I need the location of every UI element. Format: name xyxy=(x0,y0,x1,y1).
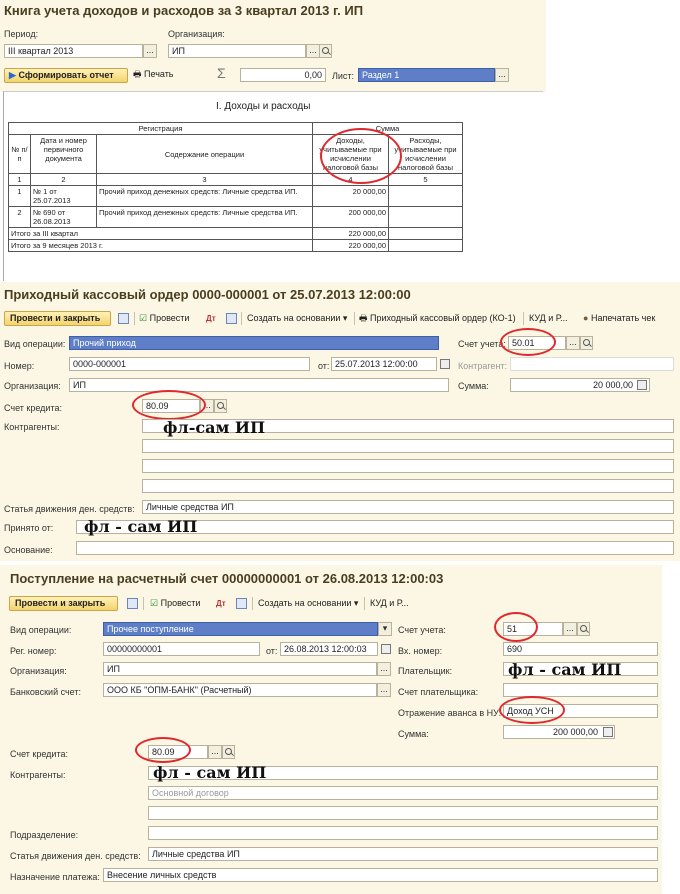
post-icon: ☑ xyxy=(150,598,159,608)
total-9m-value: 220 000,00 xyxy=(313,240,389,252)
bank-cashflow-label: Статья движения ден. средств: xyxy=(10,851,141,861)
book-title: Книга учета доходов и расходов за 3 квартал 2013 г. ИП xyxy=(4,3,364,18)
bank-org-field[interactable]: ИП xyxy=(103,662,377,676)
row-income: 20 000,00 xyxy=(313,186,389,207)
pko-post-close-button[interactable]: Провести и закрыть xyxy=(4,311,111,326)
pko-credit-field[interactable]: 80.09 xyxy=(142,399,200,413)
pko-sum-label: Сумма: xyxy=(458,381,489,391)
pko-cashflow-label: Статья движения ден. средств: xyxy=(4,504,135,514)
bank-purpose-label: Назначение платежа: xyxy=(10,872,100,882)
header-num: № п/п xyxy=(9,135,31,174)
pko-title: Приходный кассовый ордер 0000-000001 от 25.07.2013 12:00:00 xyxy=(4,287,411,302)
bank-account-num-select-button[interactable]: ... xyxy=(377,683,391,697)
sum-field[interactable]: 0,00 xyxy=(240,68,326,82)
pko-credit-select-button[interactable]: ... xyxy=(200,399,214,413)
calculator-icon[interactable] xyxy=(603,727,613,737)
report-icon[interactable] xyxy=(236,598,247,609)
report-title: I. Доходы и расходы xyxy=(216,101,311,112)
org-select-button[interactable]: ... xyxy=(306,44,320,58)
bank-op-field[interactable]: Прочее поступление xyxy=(103,622,378,636)
col-num-5: 5 xyxy=(389,174,463,186)
bank-from-label: от: xyxy=(266,646,278,656)
bank-handwritten-note-1: фл - сам ИП xyxy=(508,660,622,679)
income-header-highlight xyxy=(320,128,402,184)
bank-account-field[interactable]: 51 xyxy=(503,622,563,636)
pko-from-label: от: xyxy=(318,361,330,371)
ko1-print-button[interactable] xyxy=(359,312,516,327)
generate-report-label: Сформировать отчет xyxy=(18,70,114,80)
bank-division-field[interactable] xyxy=(148,826,658,840)
pko-contractor-line-2[interactable] xyxy=(142,439,674,453)
bank-credit-search-icon[interactable] xyxy=(222,745,235,759)
pko-org-label: Организация: xyxy=(4,381,61,391)
toolbar-separator xyxy=(252,597,253,610)
total-quarter-expense xyxy=(389,228,463,240)
pko-sum-field[interactable]: 20 000,00 xyxy=(510,378,650,392)
header-expense: Расходы, учитываемые при исчислении налоговой базы xyxy=(389,135,463,174)
table-row xyxy=(9,186,463,207)
print-button[interactable] xyxy=(133,68,174,83)
bank-credit-select-button[interactable]: ... xyxy=(208,745,222,759)
pko-kud-button[interactable]: КУД и Р... xyxy=(529,313,568,323)
total-9m-label: Итого за 9 месяцев 2013 г. xyxy=(9,240,313,252)
pko-date-field[interactable]: 25.07.2013 12:00:00 xyxy=(331,357,437,371)
pko-op-label: Вид операции: xyxy=(4,339,66,349)
bank-account-num-field[interactable]: ООО КБ "ОПМ-БАНК" (Расчетный) xyxy=(103,683,377,697)
bank-credit-highlight xyxy=(135,737,191,763)
bank-division-label: Подразделение: xyxy=(10,830,79,840)
header-registration: Регистрация xyxy=(9,123,313,135)
check-icon: ● xyxy=(583,313,589,323)
col-num-2: 2 xyxy=(31,174,97,186)
pko-contractor-line-3[interactable] xyxy=(142,459,674,473)
row-num: 2 xyxy=(9,207,31,228)
row-content: Прочий приход денежных средств: Личные средства ИП. xyxy=(97,186,313,207)
org-label: Организация: xyxy=(168,29,225,39)
bank-reg-label: Рег. номер: xyxy=(10,646,57,656)
bank-credit-field[interactable]: 80.09 xyxy=(148,745,208,759)
bank-payer-acc-field[interactable] xyxy=(503,683,658,697)
bank-cashflow-field[interactable]: Личные средства ИП xyxy=(148,847,658,861)
bank-org-label: Организация: xyxy=(10,666,67,676)
header-content: Содержание операции xyxy=(97,135,313,174)
pko-basis-field[interactable] xyxy=(76,541,674,555)
pko-credit-highlight xyxy=(132,390,206,420)
pko-account-select-button[interactable]: ... xyxy=(566,336,580,350)
org-field[interactable]: ИП xyxy=(168,44,306,58)
toolbar-separator xyxy=(523,312,524,325)
toolbar-separator xyxy=(143,597,144,610)
bank-sum-label: Сумма: xyxy=(398,729,429,739)
pko-op-field[interactable]: Прочий приход xyxy=(69,336,439,350)
row-date: № 1 от 25.07.2013 xyxy=(31,186,97,207)
pko-account-field[interactable]: 50.01 xyxy=(508,336,566,350)
bank-payer-label: Плательщик: xyxy=(398,666,453,676)
period-field[interactable]: III квартал 2013 xyxy=(4,44,143,58)
pko-handwritten-note-1: фл-сам ИП xyxy=(163,418,266,437)
dt-kt-icon[interactable]: Дт xyxy=(206,314,216,323)
calculator-icon[interactable] xyxy=(637,380,647,390)
sheet-field[interactable]: Раздел 1 xyxy=(358,68,495,82)
total-9m-expense xyxy=(389,240,463,252)
org-search-icon[interactable] xyxy=(319,44,332,58)
row-expense xyxy=(389,207,463,228)
bank-account-search-icon[interactable] xyxy=(577,622,590,636)
bank-kud-button[interactable]: КУД и Р... xyxy=(370,598,409,608)
col-num-1: 1 xyxy=(9,174,31,186)
bank-op-label: Вид операции: xyxy=(10,625,72,635)
print-check-button[interactable] xyxy=(583,312,655,327)
bank-post-label: Провести xyxy=(160,598,201,608)
bank-org-select-button[interactable]: ... xyxy=(377,662,391,676)
printer-icon: 🖶 xyxy=(359,313,368,323)
bank-in-num-field[interactable]: 690 xyxy=(503,642,658,656)
pko-num-field[interactable]: 0000-000001 xyxy=(69,357,310,371)
pko-contractor-label: Контрагент: xyxy=(458,361,508,371)
pko-cashflow-field[interactable]: Личные средства ИП xyxy=(142,500,674,514)
bank-account-select-button[interactable]: ... xyxy=(563,622,577,636)
bank-in-num-label: Вх. номер: xyxy=(398,646,443,656)
bank-reg-field[interactable]: 00000000001 xyxy=(103,642,260,656)
period-select-button[interactable]: ... xyxy=(143,44,157,58)
pko-credit-search-icon[interactable] xyxy=(214,399,227,413)
toolbar-separator xyxy=(364,597,365,610)
toolbar-separator xyxy=(134,312,135,325)
print-label: Печать xyxy=(144,69,174,79)
row-income: 200 000,00 xyxy=(313,207,389,228)
pko-org-field[interactable]: ИП xyxy=(69,378,449,392)
pko-create-based-button[interactable]: Создать на основании ▾ xyxy=(247,313,348,323)
sheet-label: Лист: xyxy=(332,71,355,81)
print-check-label: Напечатать чек xyxy=(590,313,656,323)
bank-create-based-button[interactable]: Создать на основании ▾ xyxy=(258,598,359,608)
pko-credit-label: Счет кредита: xyxy=(4,403,62,413)
bank-handwritten-note-2: фл - сам ИП xyxy=(153,763,267,782)
pko-account-search-icon[interactable] xyxy=(580,336,593,350)
table-row xyxy=(9,207,463,228)
bank-account-label: Счет учета: xyxy=(398,625,446,635)
header-date: Дата и номер первичного документа xyxy=(31,135,97,174)
generate-report-button[interactable] xyxy=(4,68,128,83)
bank-contract-field[interactable]: Основной договор xyxy=(148,786,658,800)
pko-contractors-label: Контрагенты: xyxy=(4,422,60,432)
bank-advance-field[interactable]: Доход УСН xyxy=(503,704,658,718)
header-sum: Сумма xyxy=(313,123,463,135)
pko-contractor-line-4[interactable] xyxy=(142,479,674,493)
play-icon: ▶ xyxy=(9,70,16,80)
row-expense xyxy=(389,186,463,207)
bank-date-field[interactable]: 26.08.2013 12:00:03 xyxy=(280,642,378,656)
col-num-4: 4 xyxy=(313,174,389,186)
sheet-select-button[interactable]: ... xyxy=(495,68,509,82)
save-icon[interactable] xyxy=(118,313,129,324)
pko-num-label: Номер: xyxy=(4,361,35,371)
bank-post-close-button[interactable]: Провести и закрыть xyxy=(9,596,118,611)
pko-handwritten-note-2: фл - сам ИП xyxy=(84,517,198,536)
bank-post-button[interactable] xyxy=(150,597,200,612)
pko-post-button[interactable] xyxy=(139,312,189,327)
col-num-3: 3 xyxy=(97,174,313,186)
bank-sum-field[interactable]: 200 000,00 xyxy=(503,725,615,739)
printer-icon: 🖶 xyxy=(133,69,142,79)
row-date: № 690 от 26.08.2013 xyxy=(31,207,97,228)
period-label: Период: xyxy=(4,29,39,39)
save-icon[interactable] xyxy=(127,598,138,609)
pko-account-label: Счет учета: xyxy=(458,339,506,349)
row-num: 1 xyxy=(9,186,31,207)
bank-title: Поступление на расчетный счет 00000000001 от 26.08.2013 12:00:03 xyxy=(10,571,444,586)
pko-contractor-field[interactable] xyxy=(510,357,674,371)
bank-advance-highlight xyxy=(499,696,565,724)
bank-op-dropdown[interactable]: ▾ xyxy=(378,622,392,636)
bank-payer-acc-label: Счет плательщика: xyxy=(398,687,479,697)
pko-account-highlight xyxy=(500,328,556,356)
total-quarter-value: 220 000,00 xyxy=(313,228,389,240)
row-content: Прочий приход денежных средств: Личные средства ИП. xyxy=(97,207,313,228)
bank-purpose-field[interactable]: Внесение личных средств xyxy=(103,868,658,882)
bank-account-num-label: Банковский счет: xyxy=(10,687,82,697)
toolbar-separator xyxy=(241,312,242,325)
calendar-icon[interactable] xyxy=(440,359,450,369)
bank-contractor-line-3[interactable] xyxy=(148,806,658,820)
bank-account-highlight xyxy=(494,612,538,642)
total-quarter-label: Итого за III квартал xyxy=(9,228,313,240)
toolbar-separator xyxy=(354,312,355,325)
pko-basis-label: Основание: xyxy=(4,545,53,555)
sum-icon: Σ xyxy=(217,65,226,81)
pko-received-label: Принято от: xyxy=(4,523,54,533)
pko-post-label: Провести xyxy=(149,313,190,323)
dt-kt-icon[interactable]: Дт xyxy=(216,599,226,608)
ko1-label: Приходный кассовый ордер (КО-1) xyxy=(370,313,516,323)
calendar-icon[interactable] xyxy=(381,644,391,654)
bank-credit-label: Счет кредита: xyxy=(10,749,68,759)
post-icon: ☑ xyxy=(139,313,148,323)
bank-contractors-label: Контрагенты: xyxy=(10,770,66,780)
report-icon[interactable] xyxy=(226,313,237,324)
header-income: Доходы, учитываемые при исчислении налоговой базы xyxy=(313,135,389,174)
bank-advance-label: Отражение аванса в НУ: xyxy=(398,708,502,718)
